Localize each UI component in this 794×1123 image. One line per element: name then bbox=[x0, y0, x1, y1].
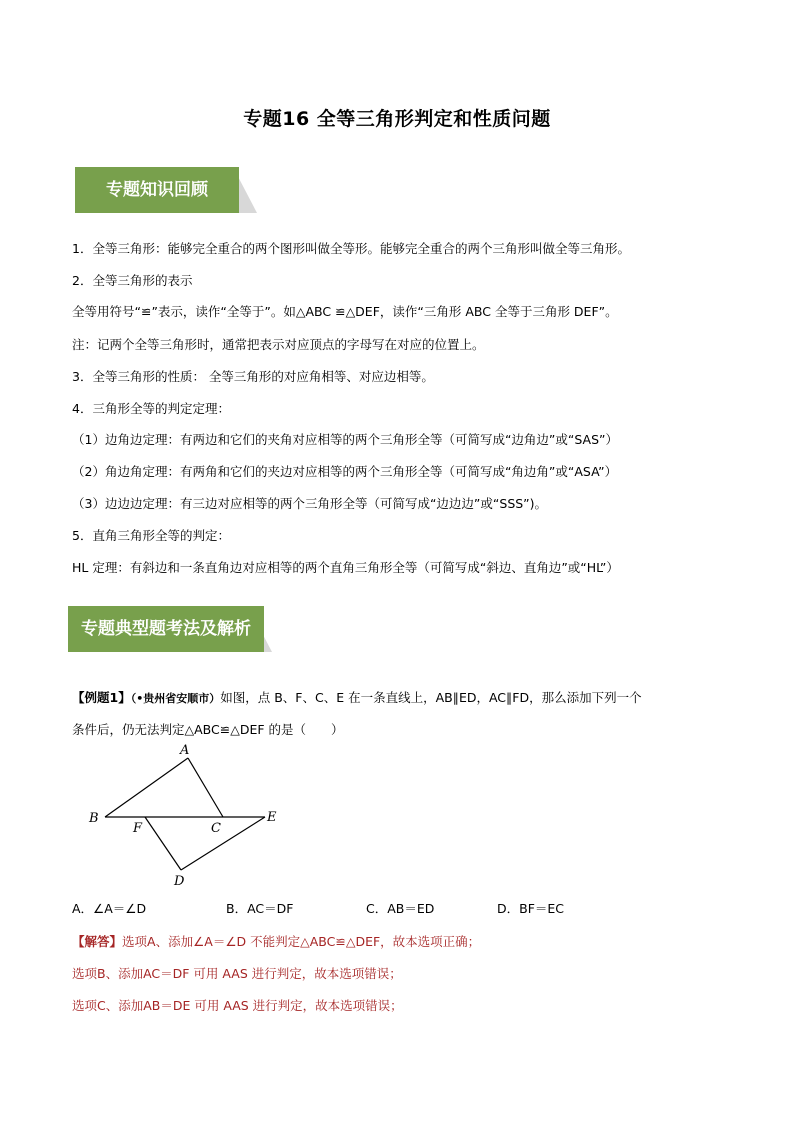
page-title: 专题16 全等三角形判定和性质问题 bbox=[243, 108, 551, 130]
banner-label: 专题知识回顾 bbox=[75, 167, 239, 213]
example-line-2: 条件后，仍无法判定△ABC≌△DEF 的是（ ） bbox=[72, 722, 344, 737]
label-D: D bbox=[174, 874, 185, 889]
segment-FD bbox=[145, 817, 181, 870]
example-tag: 【例题1】 bbox=[72, 690, 131, 705]
option-b: B．AC＝DF bbox=[226, 901, 294, 916]
solution-line-3: 选项C、添加AB＝DE 可用 AAS 进行判定，故本选项错误； bbox=[72, 998, 403, 1013]
section-banner-review bbox=[75, 167, 265, 217]
label-B: B bbox=[89, 811, 99, 826]
knowledge-line-9: （3）边边边定理：有三边对应相等的两个三角形全等（可简写成“边边边”或“SSS”)。 bbox=[72, 496, 548, 511]
knowledge-line-11: HL 定理：有斜边和一条直角边对应相等的两个直角三角形全等（可简写成“斜边、直角边”或“HL”） bbox=[72, 560, 619, 575]
solution-line-1 bbox=[72, 932, 752, 950]
knowledge-line-2: 2．全等三角形的表示 bbox=[72, 273, 193, 288]
label-A: A bbox=[180, 743, 190, 758]
knowledge-line-10: 5．直角三角形全等的判定： bbox=[72, 528, 230, 543]
label-C: C bbox=[211, 821, 221, 836]
triangle-figure bbox=[85, 742, 295, 892]
knowledge-line-4: 注：记两个全等三角形时，通常把表示对应顶点的字母写在对应的位置上。 bbox=[72, 337, 485, 352]
segment-AB bbox=[105, 758, 188, 817]
segment-AC bbox=[188, 758, 223, 817]
section-banner-examples bbox=[68, 606, 274, 656]
option-d: D．BF＝EC bbox=[497, 901, 565, 916]
example-line-1 bbox=[72, 688, 752, 706]
knowledge-line-6: 4．三角形全等的判定定理： bbox=[72, 401, 230, 416]
knowledge-line-8: （2）角边角定理：有两角和它们的夹边对应相等的两个三角形全等（可简写成“角边角”或“ASA”） bbox=[72, 464, 618, 479]
example-question-line1: 如图，点 B、F、C、E 在一条直线上，AB∥ED，AC∥FD，那么添加下列一个 bbox=[220, 690, 642, 705]
solution-tag: 【解答】 bbox=[72, 934, 123, 949]
option-c: C．AB＝ED bbox=[366, 901, 435, 916]
knowledge-line-1: 1．全等三角形：能够完全重合的两个图形叫做全等形。能够完全重合的两个三角形叫做全等三角形。 bbox=[72, 241, 630, 256]
option-a: A．∠A＝∠D bbox=[72, 901, 147, 916]
label-F: F bbox=[133, 821, 143, 836]
banner-label: 专题典型题考法及解析 bbox=[68, 606, 264, 652]
knowledge-line-3: 全等用符号“≌”表示，读作“全等于”。如△ABC ≌△DEF，读作“三角形 ABC 全等于三角形 DEF”。 bbox=[72, 304, 618, 319]
solution-line-2: 选项B、添加AC＝DF 可用 AAS 进行判定，故本选项错误； bbox=[72, 966, 402, 981]
label-E: E bbox=[267, 810, 277, 825]
solution-text-1: 选项A、添加∠A＝∠D 不能判定△ABC≌△DEF，故本选项正确； bbox=[122, 934, 481, 949]
example-source: （•贵州省安顺市） bbox=[130, 692, 221, 705]
knowledge-line-5: 3．全等三角形的性质： 全等三角形的对应角相等、对应边相等。 bbox=[72, 369, 434, 384]
segment-DE bbox=[181, 817, 265, 870]
knowledge-line-7: （1）边角边定理：有两边和它们的夹角对应相等的两个三角形全等（可简写成“边角边”或“SAS”） bbox=[72, 432, 619, 447]
